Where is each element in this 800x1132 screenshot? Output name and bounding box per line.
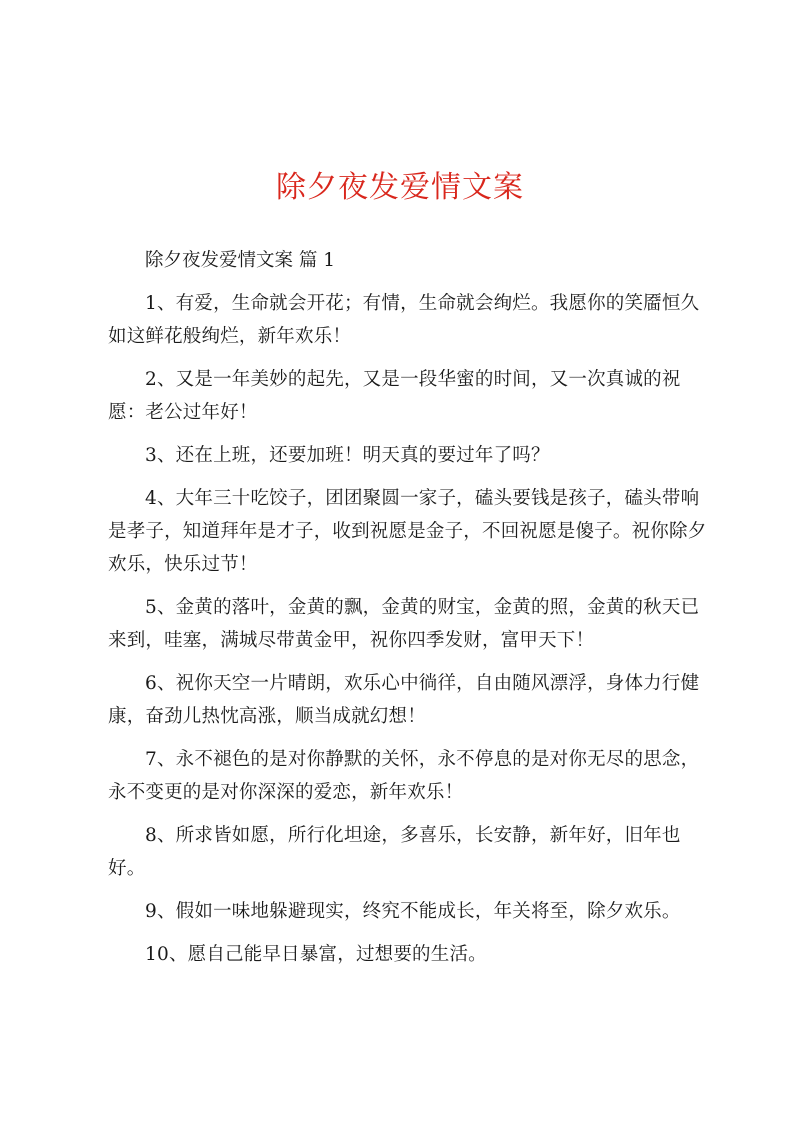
document-body [108, 244, 708, 981]
paragraph-2: 2、又是一年美妙的起先，又是一段华蜜的时间，又一次真诚的祝愿：老公过年好！ [108, 369, 681, 423]
paragraph-3: 3、还在上班，还要加班！明天真的要过年了吗？ [145, 445, 550, 466]
paragraph-8: 8、所求皆如愿，所行化坦途，多喜乐，长安静，新年好，旧年也好。 [108, 825, 681, 879]
paragraph-6: 6、祝你天空一片晴朗，欢乐心中徜徉，自由随风漂浮，身体力行健康，奋劲儿热忱高涨，顺当成就幻想！ [108, 673, 700, 727]
paragraph-7: 7、永不褪色的是对你静默的关怀，永不停息的是对你无尽的思念，永不变更的是对你深深的爱恋，新年欢乐！ [108, 749, 700, 803]
paragraph-9: 9、假如一味地躲避现实，终究不能成长，年关将至，除夕欢乐。 [145, 901, 681, 922]
paragraph-1: 1、有爱，生命就会开花；有情，生命就会绚烂。我愿你的笑靥恒久如这鲜花般绚烂，新年欢乐！ [108, 293, 700, 347]
section-heading: 除夕夜发爱情文案 篇 1 [145, 250, 336, 271]
document-title: 除夕夜发爱情文案 [276, 170, 524, 205]
paragraph-4: 4、大年三十吃饺子，团团聚圆一家子，磕头要钱是孩子，磕头带响是孝子，知道拜年是才子，收到祝愿是金子，不回祝愿是傻子。祝你除夕欢乐，快乐过节！ [108, 488, 707, 575]
paragraph-5: 5、金黄的落叶，金黄的飘，金黄的财宝，金黄的照，金黄的秋天已来到，哇塞，满城尽带黄金甲，祝你四季发财，富甲天下！ [108, 597, 700, 651]
paragraph-10: 10、愿自己能早日暴富，过想要的生活。 [145, 944, 487, 965]
